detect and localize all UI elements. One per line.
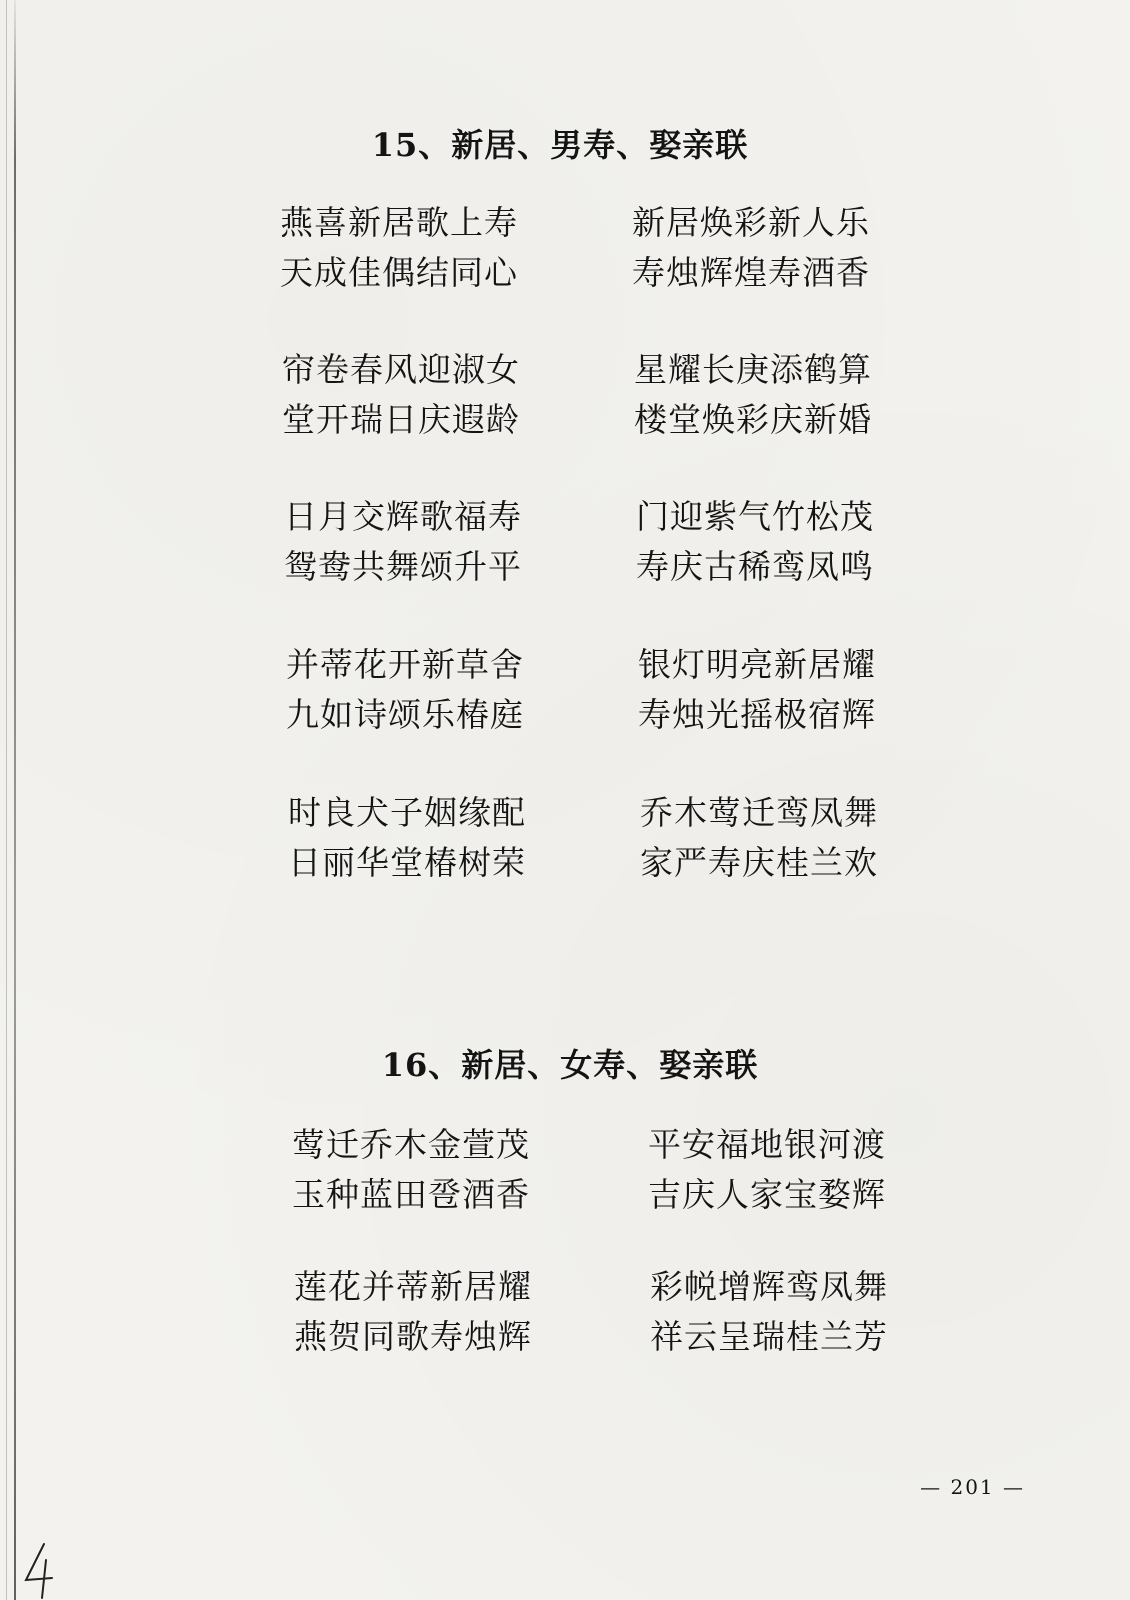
couplet-line: 时良犬子姻缘配 [288,793,526,832]
couplet-line: 燕喜新居歌上寿 [280,203,518,242]
couplet-15-2-left [282,345,520,445]
couplet-16-2-left [294,1262,532,1362]
couplet-15-2-right [634,345,872,445]
couplet-line: 彩帨增辉鸾凤舞 [650,1267,888,1306]
section-title-15: 15、新居、男寿、娶亲联 [371,126,749,164]
couplet-line: 楼堂焕彩庆新婚 [634,400,872,439]
couplet-16-1-left [292,1120,530,1220]
couplet-15-3-left [284,492,522,592]
couplet-line: 并蒂花开新草舍 [286,645,524,684]
couplet-line: 九如诗颂乐椿庭 [286,695,524,734]
couplet-line: 寿庆古稀鸾凤鸣 [636,547,874,586]
couplet-15-4-left [286,640,524,740]
couplet-line: 吉庆人家宝婺辉 [648,1175,886,1214]
couplet-line: 祥云呈瑞桂兰芳 [650,1317,888,1356]
couplet-line: 新居焕彩新人乐 [632,203,870,242]
couplet-line: 玉种蓝田卺酒香 [292,1175,530,1214]
couplet-line: 莺迁乔木金萱茂 [292,1125,530,1164]
couplet-16-1-right [648,1120,886,1220]
couplet-line: 寿烛光摇极宿辉 [638,695,876,734]
couplet-line: 日丽华堂椿树荣 [288,843,526,882]
couplet-15-1-right [632,198,870,298]
couplet-line: 帘卷春风迎淑女 [282,350,520,389]
couplet-line: 天成佳偶结同心 [280,253,518,292]
couplet-line: 门迎紫气竹松茂 [636,497,874,536]
couplet-15-5-left [288,788,526,888]
page-number: — 201 — [920,1475,1025,1499]
couplet-line: 鸳鸯共舞颂升平 [284,547,522,586]
couplet-line: 银灯明亮新居耀 [638,645,876,684]
page-binding-edge [14,0,16,1600]
couplet-line: 燕贺同歌寿烛辉 [294,1317,532,1356]
couplet-line: 日月交辉歌福寿 [284,497,522,536]
couplet-line: 平安福地银河渡 [648,1125,886,1164]
page-edge-shadow [6,0,7,1600]
couplet-16-2-right [650,1262,888,1362]
couplet-15-1-left [280,198,518,298]
couplet-line: 寿烛辉煌寿酒香 [632,253,870,292]
couplet-line: 堂开瑞日庆遐龄 [282,400,520,439]
couplet-15-3-right [636,492,874,592]
couplet-line: 家严寿庆桂兰欢 [640,843,878,882]
handwritten-mark-icon [18,1540,58,1600]
couplet-line: 莲花并蒂新居耀 [294,1267,532,1306]
section-title-16: 16、新居、女寿、娶亲联 [381,1046,759,1084]
couplet-15-5-right [640,788,878,888]
couplet-line: 乔木莺迁鸾凤舞 [640,793,878,832]
couplet-line: 星耀长庚添鹤算 [634,350,872,389]
couplet-15-4-right [638,640,876,740]
